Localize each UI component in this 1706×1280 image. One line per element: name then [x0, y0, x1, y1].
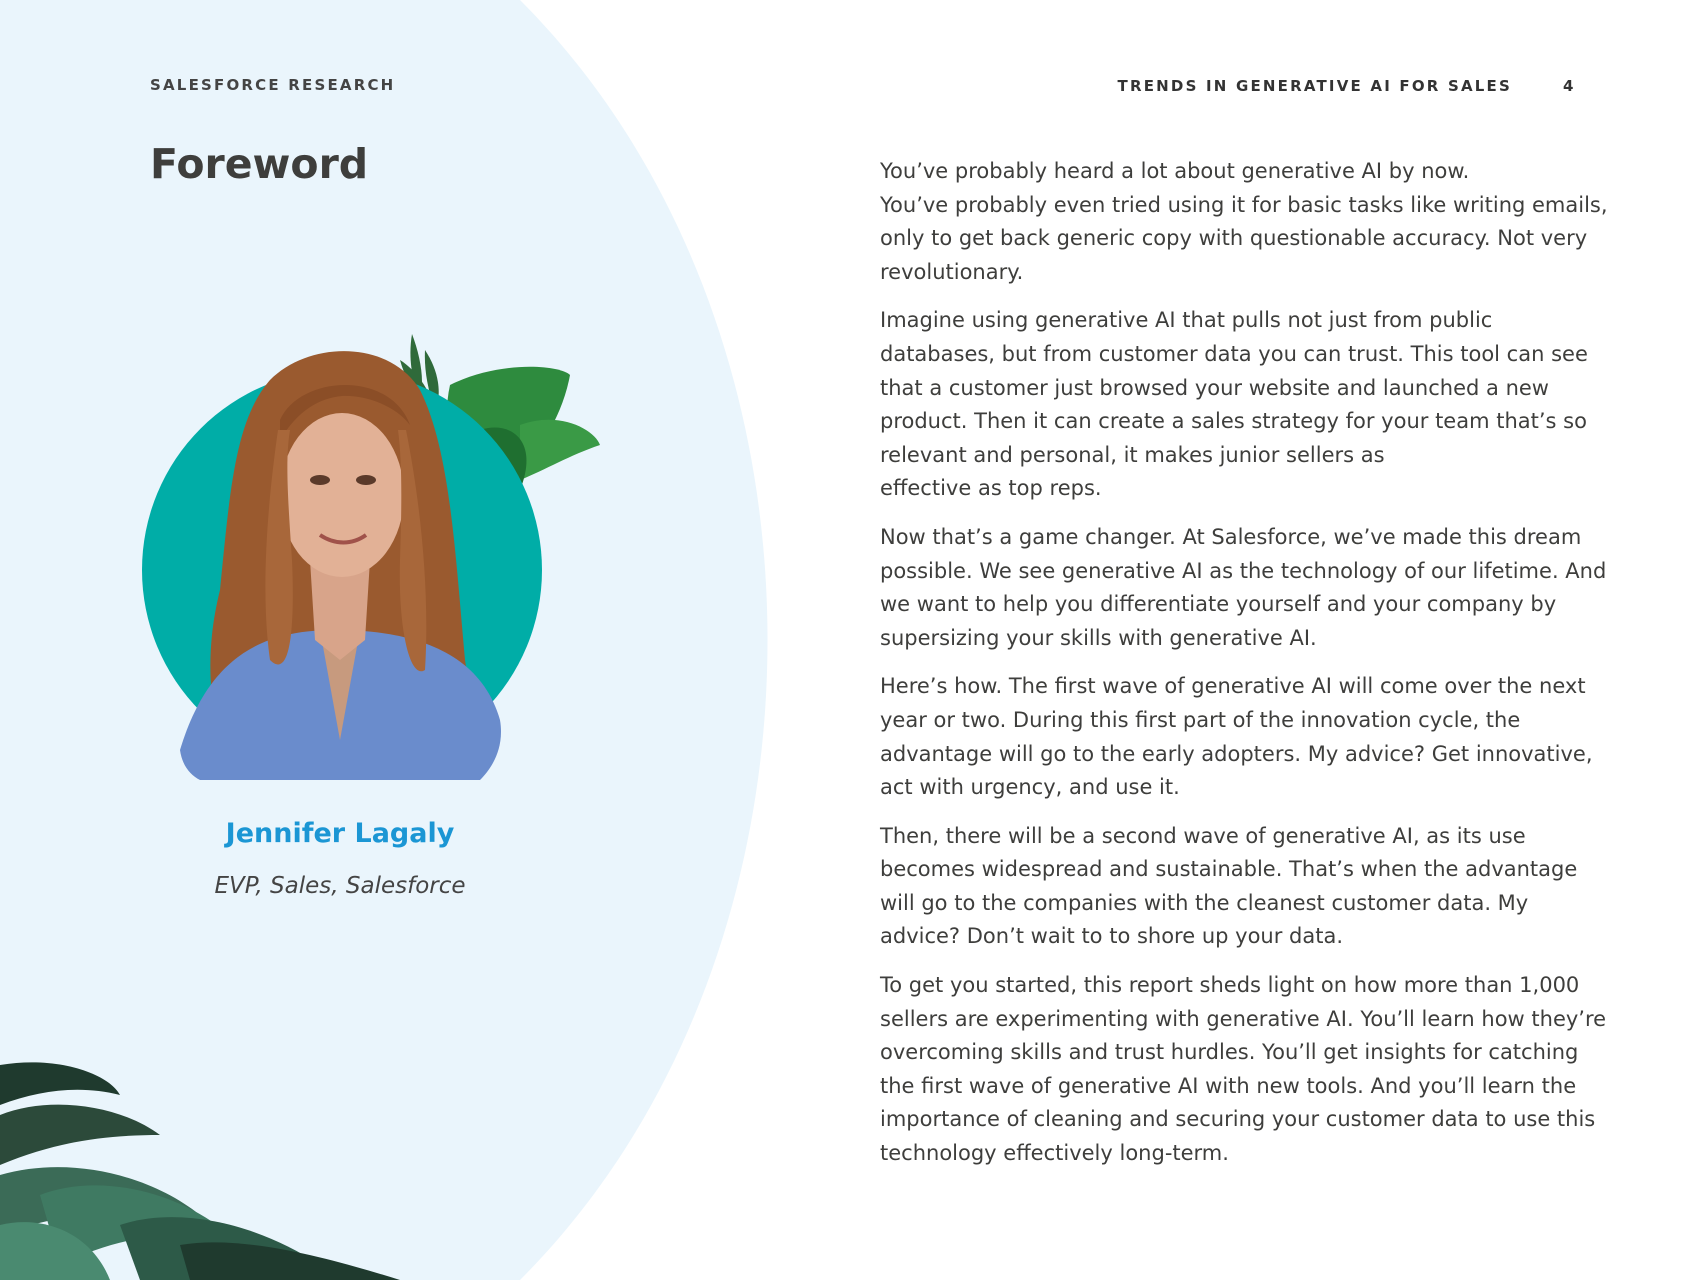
page-number: 4	[1563, 77, 1574, 95]
author-name: Jennifer Lagaly	[225, 818, 455, 849]
author-role: EVP, Sales, Salesforce	[214, 873, 466, 899]
paragraph-6: To get you started, this report sheds light on how more than 1,000 sellers are experimenting with generative AI. You’ll learn how they’re overcoming skills and trust hurdles. You’ll get insights for catching the first wave of generative AI with new tools. And you’ll learn the importance of cleaning and securing your customer data to use this technology effectively long-term.	[880, 973, 1607, 1166]
header-report-title: TRENDS IN GENERATIVE AI FOR SALES	[1117, 77, 1512, 95]
header-publisher-label: SALESFORCE RESEARCH	[150, 76, 396, 94]
author-portrait	[120, 330, 610, 790]
paragraph-4: Here’s how. The first wave of generative AI will come over the next year or two. During this first part of the innovation cycle, the advantage will go to the early adopters. My advice? Get innovative, act with urgency, and use it.	[880, 674, 1593, 800]
paragraph-3: Now that’s a game changer. At Salesforce, we’ve made this dream possible. We see generative AI as the technology of our lifetime. And we want to help you differentiate yourself and your company by supersizing your skills with generative AI.	[880, 524, 1607, 650]
page-title: Foreword	[150, 140, 369, 188]
paragraph-2: Imagine using generative AI that pulls not just from public databases, but from customer data you can trust. This tool can see that a customer just browsed your website and launched a new product. Then it can create a sales strategy for your team that’s so relevant and personal, it makes junior sellers as effective as top reps.	[880, 308, 1588, 501]
foliage-decoration	[0, 1055, 420, 1280]
paragraph-1: You’ve probably heard a lot about generative AI by now. You’ve probably even tried using it for basic tasks like writing emails, only to get back generic copy with questionable accuracy. Not very revolutionary.	[880, 159, 1608, 284]
palm-leaf-icon	[0, 1062, 400, 1280]
foreword-body	[880, 155, 1610, 1186]
paragraph-5: Then, there will be a second wave of generative AI, as its use becomes widespread and sustainable. That’s when the advantage will go to the companies with the cleanest customer data. My advice? Don’t wait to to shore up your data.	[880, 823, 1578, 949]
